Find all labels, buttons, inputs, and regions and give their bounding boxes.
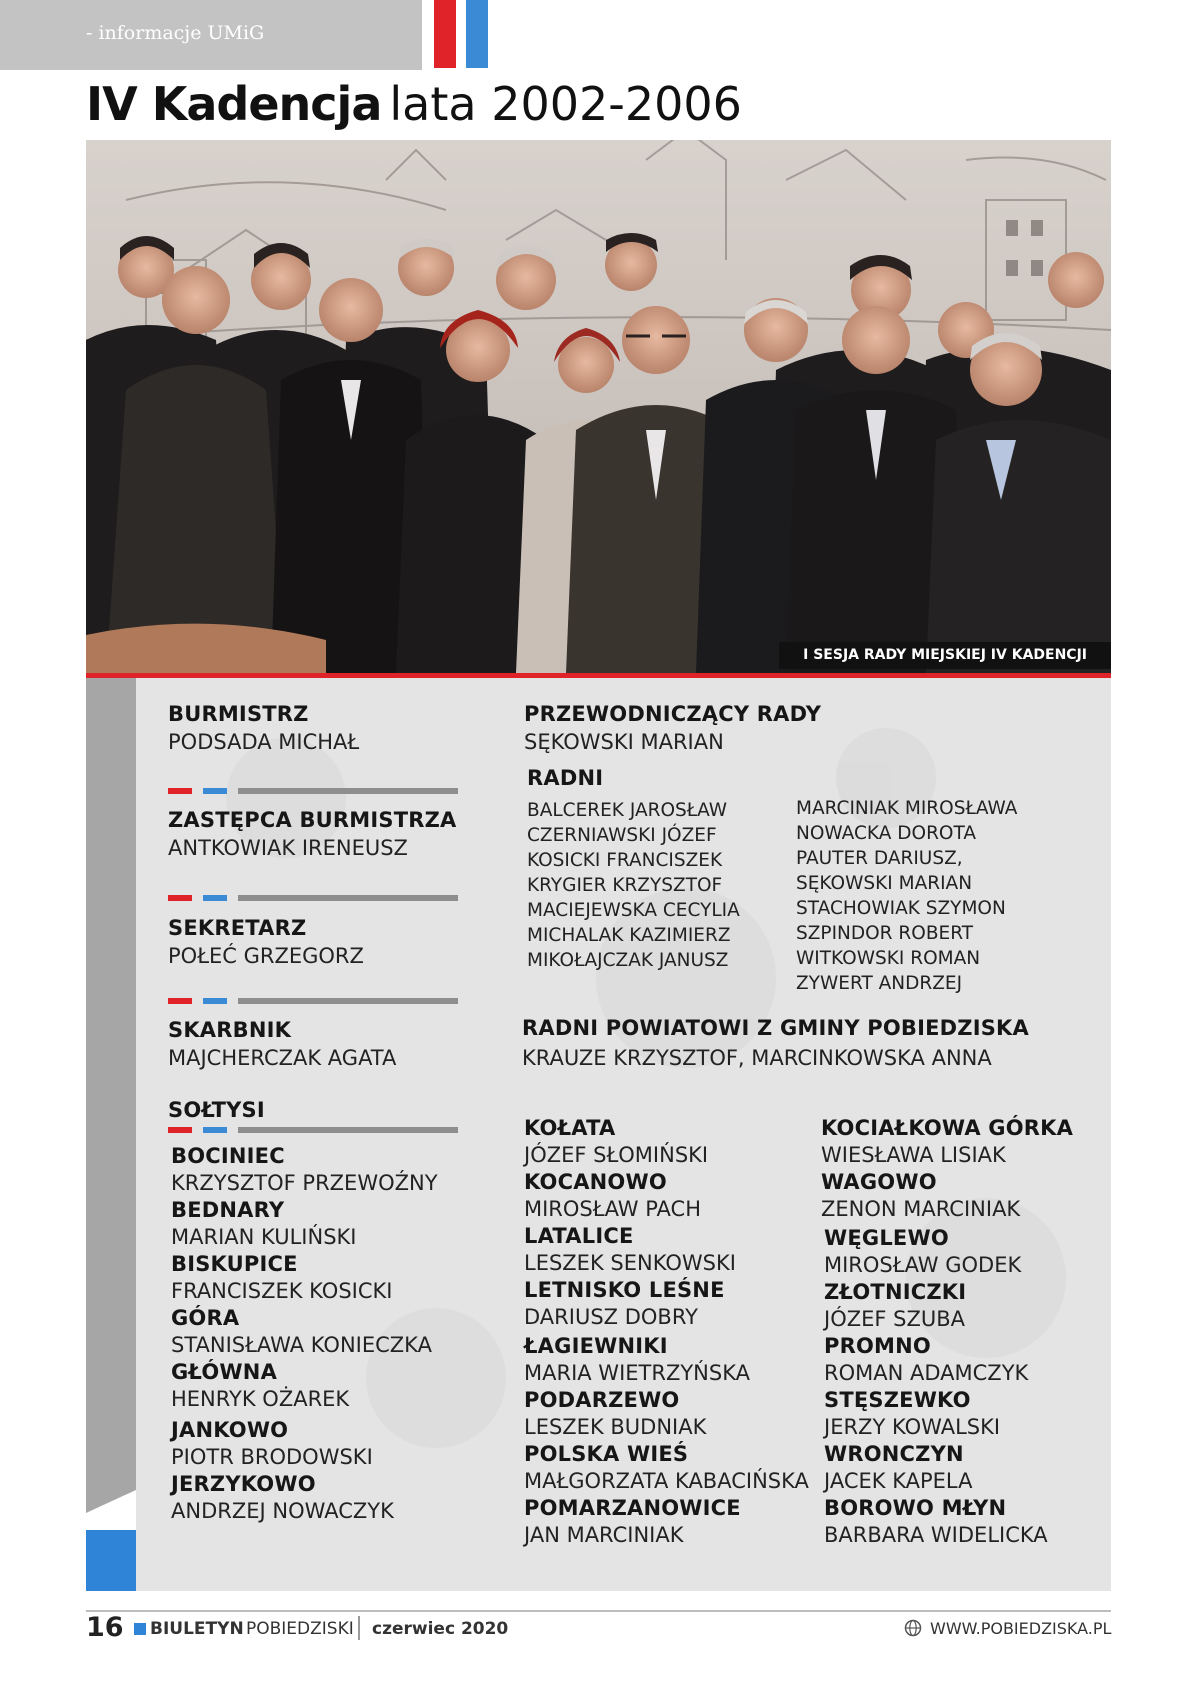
village-name: BISKUPICE [171,1252,298,1276]
village-name: GÓRA [171,1306,240,1330]
square-icon [134,1623,146,1635]
list-item: STACHOWIAK SZYMON [796,898,1006,919]
village-name: WĘGLEWO [824,1226,949,1250]
burmistrz-name: PODSADA MICHAŁ [168,730,360,754]
publication-name-light: POBIEDZISKI [246,1619,354,1639]
soltys-name: MIROSŁAW GODEK [824,1253,1022,1277]
list-item: BALCEREK JAROSŁAW [527,800,728,821]
red-accent-stripe [434,0,456,68]
soltys-name: WIESŁAWA LISIAK [821,1143,1006,1167]
title-bold: IV Kadencja [86,77,382,131]
footer-separator [358,1616,360,1640]
radni-powiatowi-heading: RADNI POWIATOWI Z GMINY POBIEDZISKA [522,1016,1029,1040]
publication-name-bold: BIULETYN [150,1619,244,1639]
divider [168,788,458,794]
village-name: KOŁATA [524,1116,616,1140]
soltys-name: JÓZEF SZUBA [824,1307,965,1331]
list-item: MARCINIAK MIROSŁAWA [796,798,1018,819]
sekretarz-heading: SEKRETARZ [168,916,307,940]
list-item: MIKOŁAJCZAK JANUSZ [527,950,729,971]
village-name: PROMNO [824,1334,931,1358]
issue-date: czerwiec 2020 [372,1619,509,1639]
village-name: JERZYKOWO [171,1472,316,1496]
list-item: MICHALAK KAZIMIERZ [527,925,731,946]
soltysi-heading: SOŁTYSI [168,1098,265,1122]
soltys-name: JERZY KOWALSKI [824,1415,1001,1439]
globe-icon [904,1619,922,1637]
soltys-name: HENRYK OŻAREK [171,1387,350,1411]
village-name: WAGOWO [821,1170,937,1194]
group-photo [86,140,1111,673]
website-link[interactable]: WWW.POBIEDZISKA.PL [930,1619,1112,1638]
soltys-name: JACEK KAPELA [824,1469,973,1493]
list-item: MACIEJEWSKA CECYLIA [527,900,740,921]
footer-rule [86,1610,1111,1612]
soltys-name: DARIUSZ DOBRY [524,1305,698,1329]
group-photo-illustration [86,140,1111,673]
village-name: KOCIAŁKOWA GÓRKA [821,1116,1074,1140]
przewodniczacy-name: SĘKOWSKI MARIAN [524,730,724,754]
section-label: - informacje UMiG [86,22,265,44]
list-item: NOWACKA DOROTA [796,823,977,844]
radni-heading: RADNI [527,766,604,790]
sekretarz-name: POŁEĆ GRZEGORZ [168,944,364,968]
soltys-name: JÓZEF SŁOMIŃSKI [524,1143,709,1167]
soltys-name: ZENON MARCINIAK [821,1197,1021,1221]
soltys-name: STANISŁAWA KONIECZKA [171,1333,432,1357]
list-item: SĘKOWSKI MARIAN [796,873,973,894]
skarbnik-name: MAJCHERCZAK AGATA [168,1046,397,1070]
list-item: KOSICKI FRANCISZEK [527,850,723,871]
divider [168,895,458,901]
village-name: ŁAGIEWNIKI [524,1334,668,1358]
burmistrz-heading: BURMISTRZ [168,702,309,726]
soltys-name: MARIAN KULIŃSKI [171,1225,357,1249]
village-name: KOCANOWO [524,1170,667,1194]
side-strip-cut [86,678,136,1591]
page-number: 16 [86,1612,124,1643]
village-name: GŁÓWNA [171,1360,278,1384]
soltys-name: FRANCISZEK KOSICKI [171,1279,393,1303]
photo-caption: I SESJA RADY MIEJSKIEJ IV KADENCJI [779,642,1111,669]
section-tab [0,0,422,70]
divider [168,998,458,1004]
list-item: CZERNIAWSKI JÓZEF [527,825,717,846]
soltys-name: BARBARA WIDELICKA [824,1523,1048,1547]
village-name: PODARZEWO [524,1388,680,1412]
blue-accent-stripe [466,0,488,68]
village-name: LATALICE [524,1224,634,1248]
przewodniczacy-heading: PRZEWODNICZĄCY RADY [524,702,822,726]
soltys-name: MIROSŁAW PACH [524,1197,701,1221]
soltys-name: ROMAN ADAMCZYK [824,1361,1029,1385]
soltys-name: JAN MARCINIAK [524,1523,684,1547]
content-panel [86,678,1111,1591]
soltys-name: LESZEK BUDNIAK [524,1415,707,1439]
village-name: JANKOWO [171,1418,289,1442]
village-name: WRONCZYN [824,1442,964,1466]
zastepca-heading: ZASTĘPCA BURMISTRZA [168,808,457,832]
divider [168,1127,458,1133]
side-blue-block [86,1530,136,1591]
village-name: BOROWO MŁYN [824,1496,1007,1520]
list-item: KRYGIER KRZYSZTOF [527,875,723,896]
page-title [86,74,742,134]
list-item: PAUTER DARIUSZ, [796,848,963,869]
village-name: STĘSZEWKO [824,1388,971,1412]
list-item: ZYWERT ANDRZEJ [796,973,963,994]
soltys-name: MARIA WIETRZYŃSKA [524,1361,750,1385]
soltys-name: PIOTR BRODOWSKI [171,1445,373,1469]
list-item: WITKOWSKI ROMAN [796,948,981,969]
village-name: POLSKA WIEŚ [524,1442,689,1466]
soltys-name: MAŁGORZATA KABACIŃSKA [524,1469,809,1493]
village-name: POMARZANOWICE [524,1496,741,1520]
soltys-name: ANDRZEJ NOWACZYK [171,1499,394,1523]
list-item: SZPINDOR ROBERT [796,923,974,944]
village-name: LETNISKO LEŚNE [524,1278,725,1302]
soltys-name: LESZEK SENKOWSKI [524,1251,736,1275]
village-name: BEDNARY [171,1198,285,1222]
soltys-name: KRZYSZTOF PRZEWOŹNY [171,1171,438,1195]
skarbnik-heading: SKARBNIK [168,1018,292,1042]
title-light: lata 2002-2006 [389,77,742,131]
zastepca-name: ANTKOWIAK IRENEUSZ [168,836,408,860]
village-name: ZŁOTNICZKI [824,1280,967,1304]
village-name: BOCINIEC [171,1144,285,1168]
radni-powiatowi-names: KRAUZE KRZYSZTOF, MARCINKOWSKA ANNA [522,1046,992,1070]
